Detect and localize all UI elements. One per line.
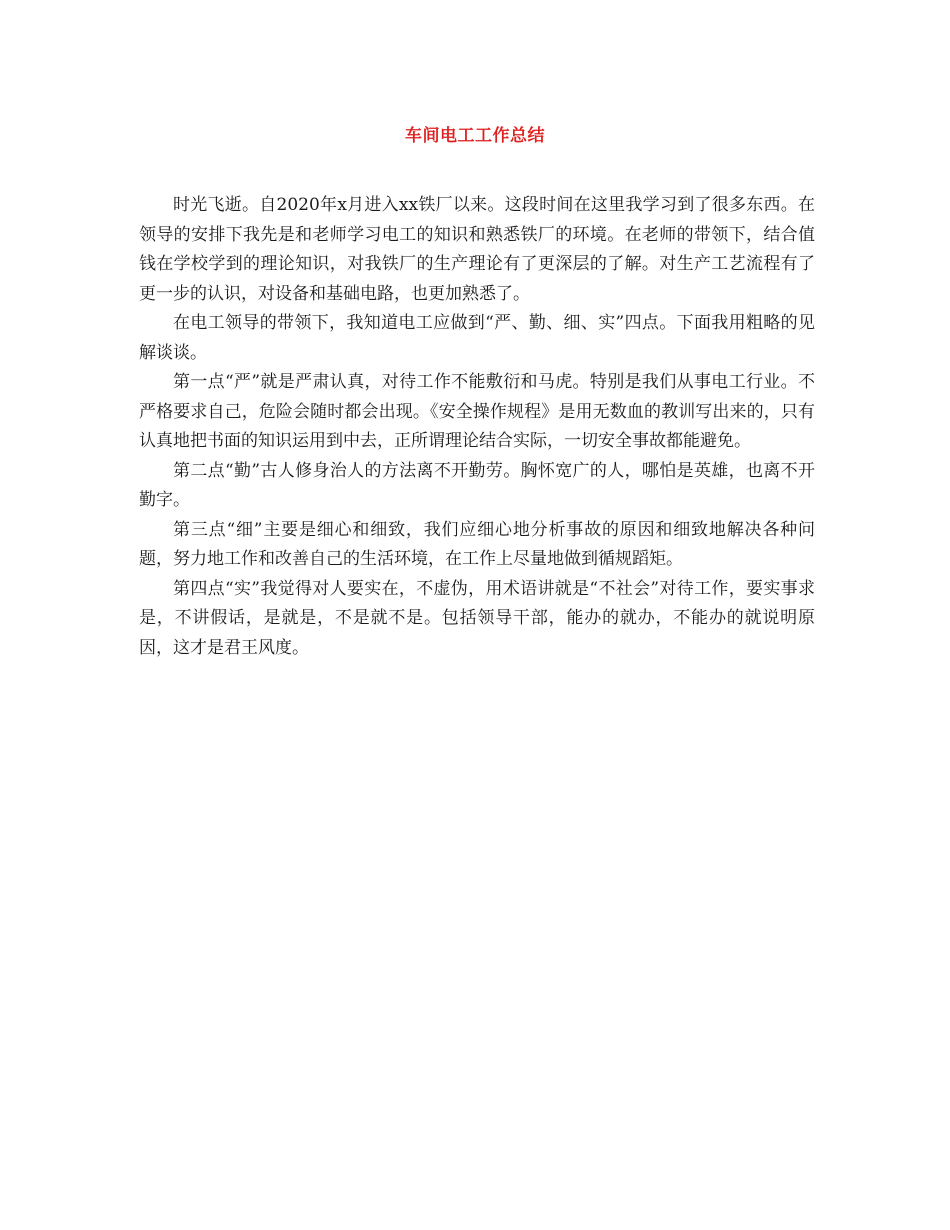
document-body [139,191,815,663]
document-title: 车间电工工作总结 [405,126,545,146]
paragraph-point-practical: 第四点“实”我觉得对人要实在，不虚伪，用术语讲就是“不社会”对待工作，要实事求是，不讲假话，是就是，不是就不是。包括领导干部，能办的就办，不能办的就说明原因，这才是君王风度。 [139,578,815,658]
paragraph-point-strict: 第一点“严”就是严肃认真，对待工作不能敷衍和马虎。特别是我们从事电工行业。不严格要求自己，危险会随时都会出现。《安全操作规程》是用无数血的教训写出来的，只有认真地把书面的知识运用到中去，正所谓理论结合实际，一切安全事故都能避免。 [139,372,815,451]
paragraph-intro: 时光飞逝。自2020年x月进入xx铁厂以来。这段时间在这里我学习到了很多东西。在领导的安排下我先是和老师学习电工的知识和熟悉铁厂的环境。在老师的带领下，结合值钱在学校学到的理论知识，对我铁厂的生产理论有了更深层的了解。对生产工艺流程有了更一步的认识，对设备和基础电路，也更加熟悉了。 [139,195,815,304]
paragraph-point-careful: 第三点“细”主要是细心和细致，我们应细心地分析事故的原因和细致地解决各种问题，努力地工作和改善自己的生活环境，在工作上尽量地做到循规蹈矩。 [139,519,815,569]
paragraph-point-diligent: 第二点“勤”古人修身治人的方法离不开勤劳。胸怀宽广的人，哪怕是英雄，也离不开勤字。 [139,460,815,510]
paragraph-four-points: 在电工领导的带领下，我知道电工应做到“严、勤、细、实”四点。下面我用粗略的见解谈谈。 [139,313,815,363]
